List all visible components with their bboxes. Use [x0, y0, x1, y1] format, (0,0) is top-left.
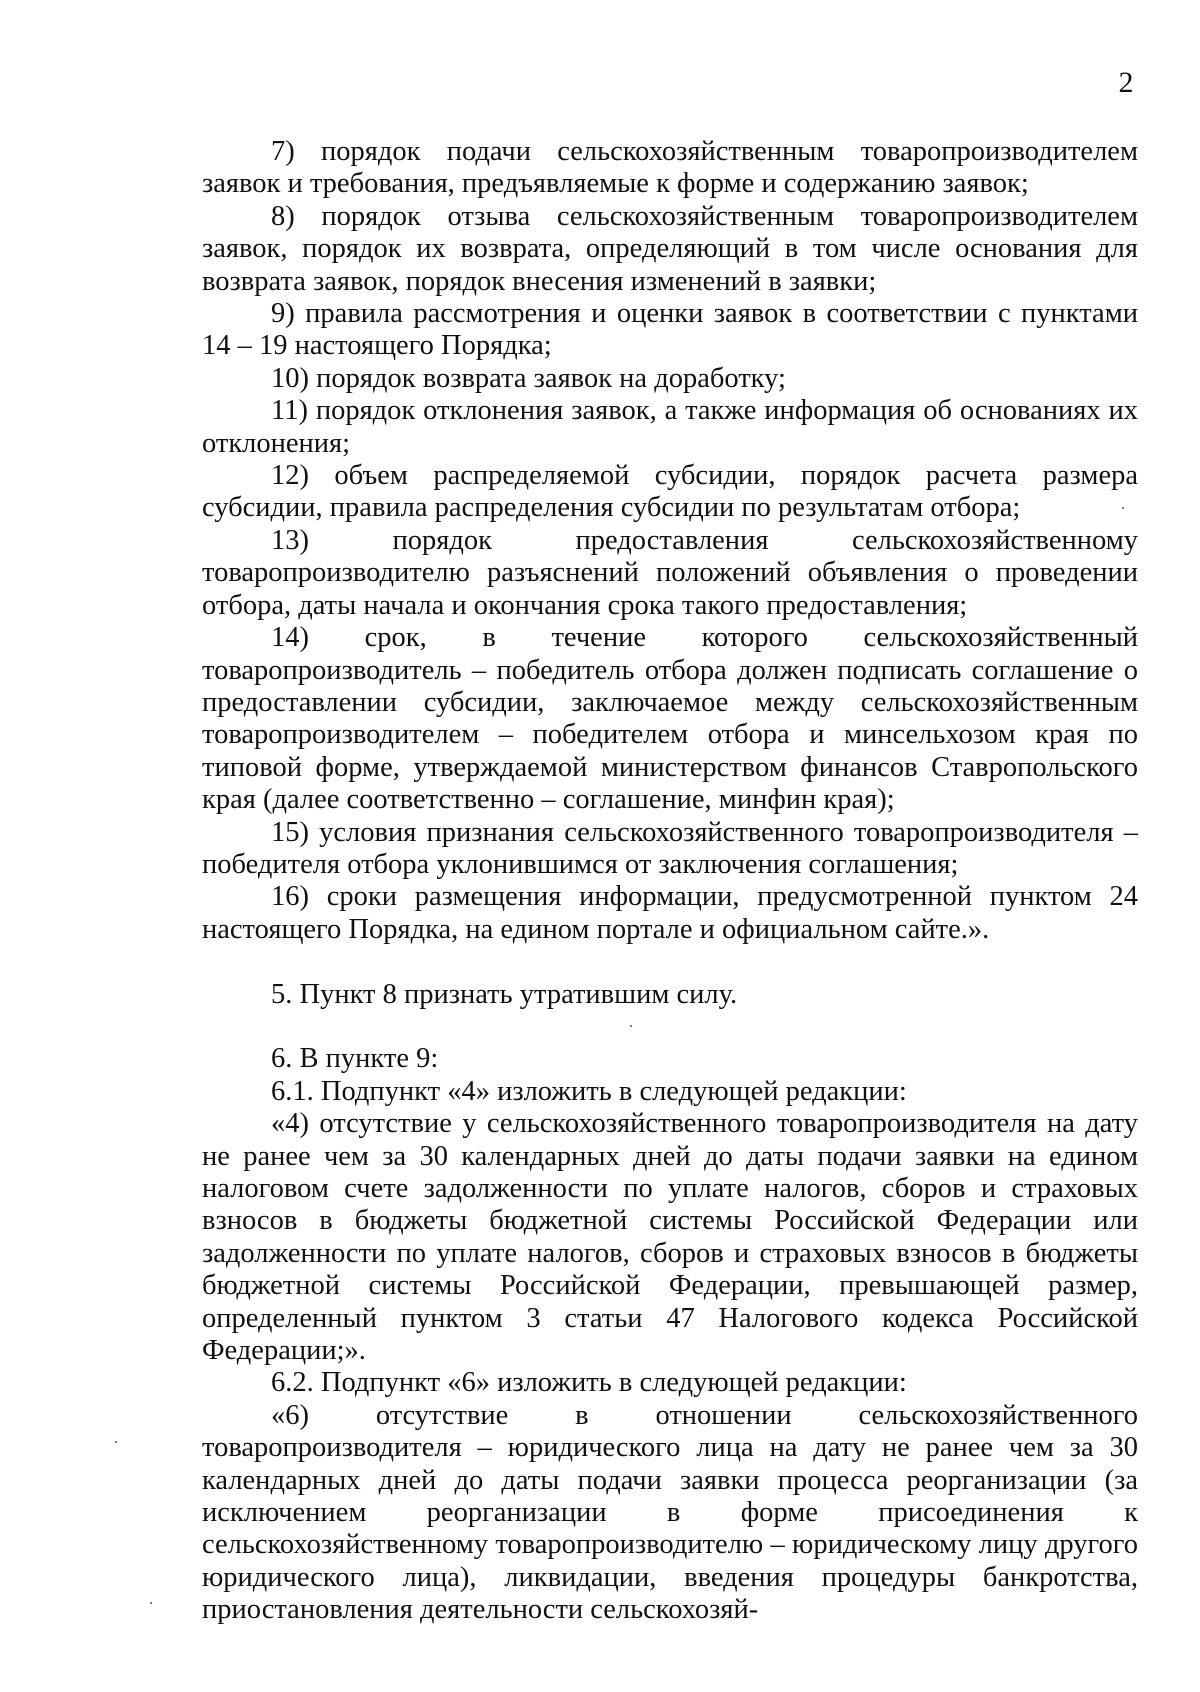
- paragraph-item-14: 14) срок, в течение которого сельскохозяйственный товаропроизводитель – победитель отбора должен подписать соглашение о предоставлении субсидии, заключаемое между сельскохозяйственным товаропроизводителем – победителем отбора и минсельхозом края по типовой форме, утверждаемой министерством финансов Ставропольского края (далее соответственно – соглашение, минфин края);: [202, 622, 1138, 816]
- paragraph-item-10: 10) порядок возврата заявок на доработку;: [271, 362, 786, 394]
- paragraph-point-6: 6. В пункте 9:: [271, 1043, 439, 1075]
- paragraph-item-8: 8) порядок отзыва сельскохозяйственным товаропроизводителем заявок, порядок их возврата, определяющий в том числе основания для возврата заявок, порядок внесения изменений в заявки;: [202, 200, 1138, 297]
- paragraph-subitem-6: «6) отсутствие в отношении сельскохозяйственного товаропроизводителя – юридического лица на дату не ранее чем за 30 календарных дней до даты подачи заявки процесса реорганизации (за исключением реорганизации в форме присоединения к сельскохозяйственному товаропроизводителю – юридическому лицу другого юридического лица), ликвидации, введения процедуры банкротства, приостановления деятельности сельскохозяй-: [202, 1399, 1138, 1626]
- paragraph-subpoint-6-1: 6.1. Подпункт «4» изложить в следующей редакции:: [271, 1075, 907, 1107]
- page-number: 2: [1118, 66, 1134, 99]
- paragraph-item-9: 9) правила рассмотрения и оценки заявок в соответствии с пунктами 14 – 19 настоящего Порядка;: [202, 298, 1138, 362]
- paragraph-item-11: 11) порядок отклонения заявок, а также информация об основаниях их отклонения;: [202, 395, 1138, 459]
- scan-speck: [630, 1025, 632, 1027]
- document-body: [202, 136, 1138, 1627]
- scan-speck: [115, 1441, 117, 1443]
- scan-speck: [1122, 507, 1124, 509]
- paragraph-subpoint-6-2: 6.2. Подпункт «6» изложить в следующей редакции:: [271, 1367, 907, 1399]
- paragraph-item-12: 12) объем распределяемой субсидии, порядок расчета размера субсидии, правила распределения субсидии по результатам отбора;: [202, 460, 1138, 524]
- scan-speck: [150, 1602, 152, 1604]
- paragraph-item-7: 7) порядок подачи сельскохозяйственным товаропроизводителем заявок и требования, предъявляемые к форме и содержанию заявок;: [202, 136, 1138, 200]
- paragraph-item-16: 16) сроки размещения информации, предусмотренной пунктом 24 настоящего Порядка, на едином портале и официальном сайте.».: [202, 881, 1138, 945]
- paragraph-subitem-4: «4) отсутствие у сельскохозяйственного товаропроизводителя на дату не ранее чем за 30 календарных дней до даты подачи заявки на едином налоговом счете задолженности по уплате налогов, сборов и страховых взносов в бюджеты бюджетной системы Российской Федерации или задолженности по уплате налогов, сборов и страховых взносов в бюджеты бюджетной системы Российской Федерации, превышающей размер, определенный пунктом 3 статьи 47 Налогового кодекса Российской Федерации;».: [202, 1108, 1138, 1366]
- paragraph-item-13: 13) порядок предоставления сельскохозяйственному товаропроизводителю разъяснений положений объявления о проведении отбора, даты начала и окончания срока такого предоставления;: [202, 524, 1138, 621]
- paragraph-item-15: 15) условия признания сельскохозяйственного товаропроизводителя – победителя отбора уклонившимся от заключения соглашения;: [202, 816, 1138, 880]
- paragraph-point-5: 5. Пункт 8 признать утратившим силу.: [271, 978, 738, 1010]
